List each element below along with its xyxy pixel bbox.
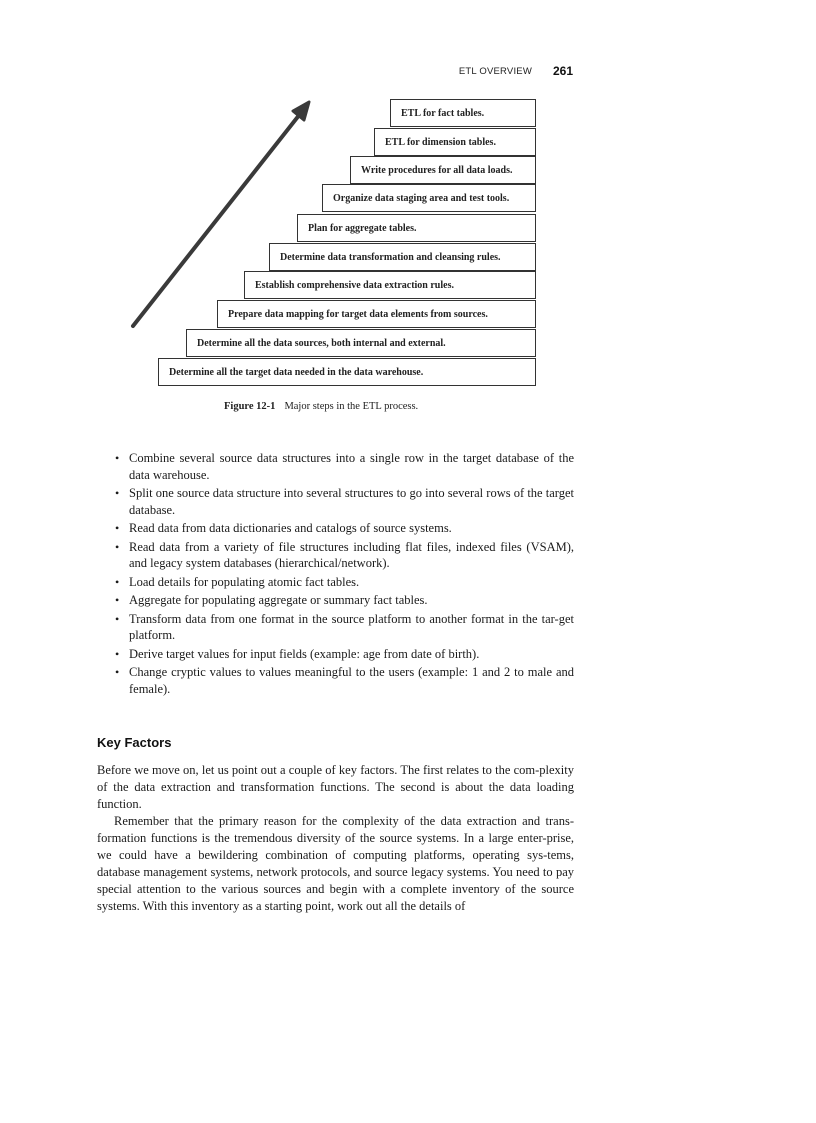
- list-item: • Transform data from one format in the source platform to another format in the tar-get platform.: [115, 611, 574, 642]
- figure-caption-text: Major steps in the ETL process.: [284, 401, 419, 412]
- bullet-icon: •: [115, 646, 120, 661]
- running-head-title: ETL OVERVIEW: [458, 66, 532, 77]
- list-item: • Read data from data dictionaries and catalogs of source systems.: [115, 521, 452, 535]
- paragraph: Before we move on, let us point out a couple of key factors. The first relates to the com-plexity of the data extraction and transformation functions. The second is about the data loading function.: [97, 763, 574, 811]
- figure-caption-number: Figure 12-1: [224, 401, 276, 412]
- bullet-icon: •: [115, 451, 120, 465]
- step-2: Determine all the data sources, both internal and external.: [186, 329, 536, 357]
- bullet-icon: •: [115, 521, 120, 535]
- page-number: 261: [553, 64, 574, 78]
- etl-steps-figure: [0, 0, 816, 420]
- step-8: Write procedures for all data loads.: [350, 156, 536, 184]
- step-9: ETL for dimension tables.: [374, 128, 536, 156]
- list-item: • Change cryptic values to values meaningful to the users (example: 1 and 2 to male and female).: [115, 665, 574, 696]
- bullet-icon: •: [115, 593, 120, 607]
- bullet-icon: •: [115, 665, 120, 679]
- step-4: Establish comprehensive data extraction rules.: [244, 271, 536, 299]
- bullet-icon: •: [115, 539, 120, 554]
- step-10: ETL for fact tables.: [390, 99, 536, 127]
- section-heading: Key Factors: [97, 735, 172, 750]
- bullet-icon: •: [115, 486, 120, 500]
- list-item: • Combine several source data structures into a single row in the target database of the data warehouse.: [115, 451, 574, 482]
- section-body: [97, 762, 574, 915]
- bullet-icon: •: [115, 611, 120, 626]
- paragraph: Remember that the primary reason for the complexity of the data extraction and trans-formation functions is the tremendous diversity of the source systems. In a large enter-prise, we could have a bewildering combination of computing platforms, operating sys-tems, database management systems, network protocols, and source legacy systems. You need to pay special attention to the various sources and begin with a complete inventory of the source systems. With this inventory as a starting point, work out all the details of: [97, 814, 574, 913]
- list-item: • Split one source data structure into several structures to go into several rows of the target database.: [115, 486, 574, 517]
- step-7: Organize data staging area and test tools.: [322, 184, 536, 212]
- bullet-icon: •: [115, 574, 120, 589]
- list-item: • Load details for populating atomic fact tables.: [115, 574, 360, 589]
- list-item: • Aggregate for populating aggregate or summary fact tables.: [115, 593, 428, 607]
- list-item: • Read data from a variety of file structures including flat files, indexed files (VSAM), and legacy system databases (hierarchical/network).: [115, 539, 574, 570]
- step-3: Prepare data mapping for target data elements from sources.: [217, 300, 536, 328]
- step-5: Determine data transformation and cleansing rules.: [269, 243, 536, 271]
- step-1: Determine all the target data needed in the data warehouse.: [158, 358, 536, 386]
- bullet-list: [112, 450, 574, 699]
- figure-caption: [224, 401, 418, 412]
- list-item: • Derive target values for input fields (example: age from date of birth).: [115, 646, 480, 661]
- step-6: Plan for aggregate tables.: [297, 214, 536, 242]
